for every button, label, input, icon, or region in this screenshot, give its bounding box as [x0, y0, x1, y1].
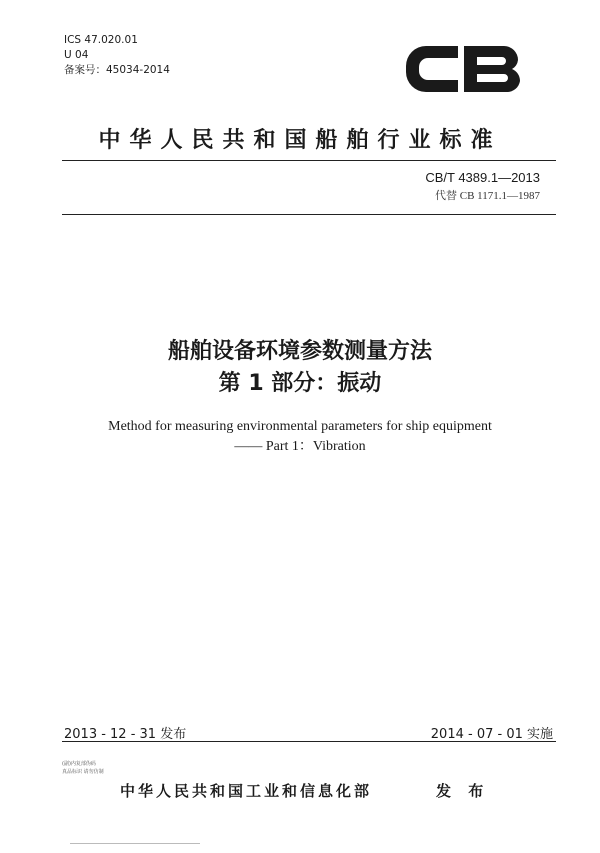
title-en-line2: —— Part 1：Vibration [234, 439, 366, 454]
issuer-name: 中华人民共和国工业和信息化部 [120, 782, 373, 800]
publisher-standard-title: 中华人民共和国船舶行业标准 [98, 128, 502, 153]
top-rule [62, 160, 556, 161]
title-english [0, 417, 600, 457]
implement-date: 2014 - 07 - 01 实施 [430, 727, 553, 742]
title-en-line1: Method for measuring environmental parameters for ship equipment [108, 419, 492, 434]
cb-logo-icon [400, 40, 528, 98]
stamp-line1: (副)内复部伪码 [62, 761, 96, 767]
title-chinese [0, 336, 600, 400]
standard-code-block [425, 170, 540, 203]
title-zh-line1: 船舶设备环境参数测量方法 [167, 339, 432, 364]
stamp-line2: 真品标识 请勿仿制 [62, 769, 104, 775]
class-code: U 04 [64, 49, 89, 61]
code-rule [62, 214, 556, 215]
anti-counterfeit-stamp [62, 760, 104, 776]
replaces-standard: 代替 CB 1171.1—1987 [434, 190, 540, 202]
standard-number: CB/T 4389.1—2013 [425, 170, 540, 185]
ics-code: ICS 47.020.01 [64, 34, 138, 46]
bottom-divider [70, 843, 200, 844]
issuer-action: 发 布 [436, 782, 490, 800]
bottom-rule [62, 741, 556, 742]
title-zh-line2: 第 1 部分：振动 [218, 371, 382, 396]
header-meta [64, 33, 170, 78]
issue-date: 2013 - 12 - 31 发布 [64, 727, 187, 742]
record-number: 备案号：45034-2014 [64, 64, 170, 76]
